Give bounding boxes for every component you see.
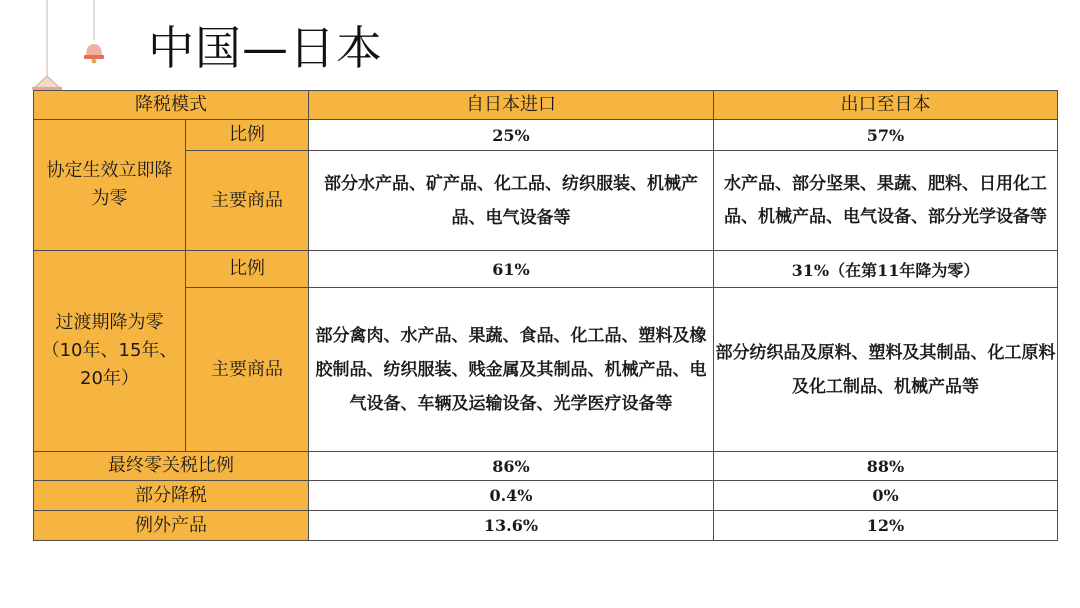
exception-label: 例外产品 — [34, 511, 309, 541]
page-title: 中国—日本 — [148, 21, 383, 75]
group-label-transition-line2: （10年、15年、20年） — [41, 340, 178, 389]
final-zero-export: 88% — [714, 452, 1058, 481]
export-goods-transition: 部分纺织品及原料、塑料及其制品、化工原料及化工制品、机械产品等 — [714, 288, 1058, 452]
table-row — [34, 251, 1058, 288]
group-label-transition — [34, 251, 186, 452]
header-export: 出口至日本 — [714, 91, 1058, 120]
header-mode: 降税模式 — [34, 91, 309, 120]
ratio-label: 比例 — [186, 251, 309, 288]
group-label-immediate: 协定生效立即降为零 — [34, 120, 186, 251]
tariff-table — [33, 90, 1058, 541]
final-zero-import: 86% — [309, 452, 714, 481]
bell-icon — [84, 44, 104, 64]
partial-import: 0.4% — [309, 481, 714, 511]
import-goods-transition: 部分禽肉、水产品、果蔬、食品、化工品、塑料及橡胶制品、纺织服装、贱金属及其制品、机械产品、电气设备、车辆及运输设备、光学医疗设备等 — [309, 288, 714, 452]
table-row — [34, 288, 1058, 452]
table-row — [34, 481, 1058, 511]
ratio-label: 比例 — [186, 120, 309, 151]
final-zero-label: 最终零关税比例 — [34, 452, 309, 481]
table-row — [34, 151, 1058, 251]
goods-label: 主要商品 — [186, 288, 309, 452]
exception-export: 12% — [714, 511, 1058, 541]
header-import: 自日本进口 — [309, 91, 714, 120]
bell-icon — [32, 76, 62, 90]
table-row — [34, 511, 1058, 541]
table-row — [34, 120, 1058, 151]
partial-export: 0% — [714, 481, 1058, 511]
export-ratio-immediate: 57% — [714, 120, 1058, 151]
goods-label: 主要商品 — [186, 151, 309, 251]
export-ratio-transition: 31%（在第11年降为零） — [714, 251, 1058, 288]
exception-import: 13.6% — [309, 511, 714, 541]
import-ratio-transition: 61% — [309, 251, 714, 288]
partial-label: 部分降税 — [34, 481, 309, 511]
import-goods-immediate: 部分水产品、矿产品、化工品、纺织服装、机械产品、电气设备等 — [309, 151, 714, 251]
table-row — [34, 452, 1058, 481]
table-header-row — [34, 91, 1058, 120]
group-label-transition-line1: 过渡期降为零 — [55, 312, 164, 333]
import-ratio-immediate: 25% — [309, 120, 714, 151]
export-goods-immediate: 水产品、部分坚果、果蔬、肥料、日用化工品、机械产品、电气设备、部分光学设备等 — [714, 151, 1058, 251]
